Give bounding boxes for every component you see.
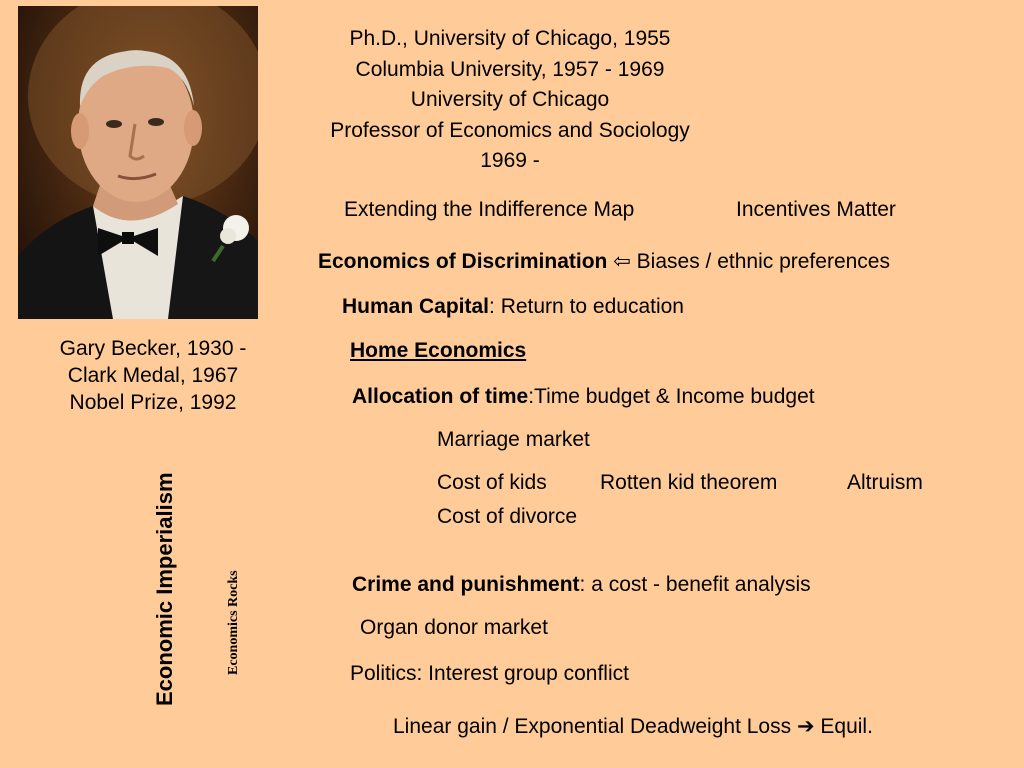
years-line: 1969 -: [480, 149, 540, 172]
crime-title: Crime and punishment: [352, 573, 580, 596]
human-capital-title: Human Capital: [342, 295, 490, 318]
columbia-line: Columbia University, 1957 - 1969: [355, 57, 665, 81]
career-header: [270, 24, 750, 177]
chicago-line: University of Chicago: [410, 88, 610, 111]
discrimination-text: Biases / ethnic preferences: [630, 250, 890, 273]
discrimination-title: Economics of Discrimination: [318, 250, 608, 273]
home-economics-heading: Home Economics: [350, 339, 527, 362]
rotten-kid-text: Rotten kid theorem: [600, 471, 778, 494]
crime-line: [352, 573, 811, 597]
discrimination-line: [318, 249, 890, 274]
economics-rocks-label: Economics Rocks: [226, 570, 241, 675]
linear-gain-line: [393, 714, 873, 739]
caption-clark-medal-line: Clark Medal, 1967: [67, 364, 239, 387]
linear-gain-text: Linear gain / Exponential Deadweight Loss: [393, 715, 797, 738]
human-capital-line: [342, 295, 684, 319]
economic-imperialism-label: Economic Imperialism: [152, 472, 177, 706]
human-capital-text: : Return to education: [489, 295, 684, 318]
indifference-map-text: Extending the Indifference Map: [344, 198, 635, 221]
altruism-text: Altruism: [847, 471, 923, 494]
left-arrow-icon: ⇦: [613, 250, 631, 273]
incentives-text: Incentives Matter: [736, 198, 896, 221]
professor-line: Professor of Economics and Sociology: [330, 118, 690, 142]
caption-name-line: Gary Becker, 1930 -: [59, 337, 247, 360]
allocation-text: :Time budget & Income budget: [528, 385, 815, 408]
caption-nobel-line: Nobel Prize, 1992: [69, 391, 237, 414]
crime-text: : a cost - benefit analysis: [579, 573, 811, 596]
phd-line: Ph.D., University of Chicago, 1955: [349, 27, 671, 50]
marriage-market-text: Marriage market: [437, 428, 590, 451]
portrait-photo: [18, 6, 258, 319]
organ-donor-text: Organ donor market: [360, 616, 548, 639]
photo-caption: [18, 335, 288, 416]
politics-text: Politics: Interest group conflict: [350, 662, 629, 685]
allocation-line: [352, 385, 815, 409]
cost-of-kids-text: Cost of kids: [437, 471, 547, 494]
equil-text: Equil.: [814, 715, 873, 738]
allocation-title: Allocation of time: [352, 385, 529, 408]
cost-of-divorce-text: Cost of divorce: [437, 505, 578, 528]
right-arrow-icon: ➔: [796, 715, 815, 738]
